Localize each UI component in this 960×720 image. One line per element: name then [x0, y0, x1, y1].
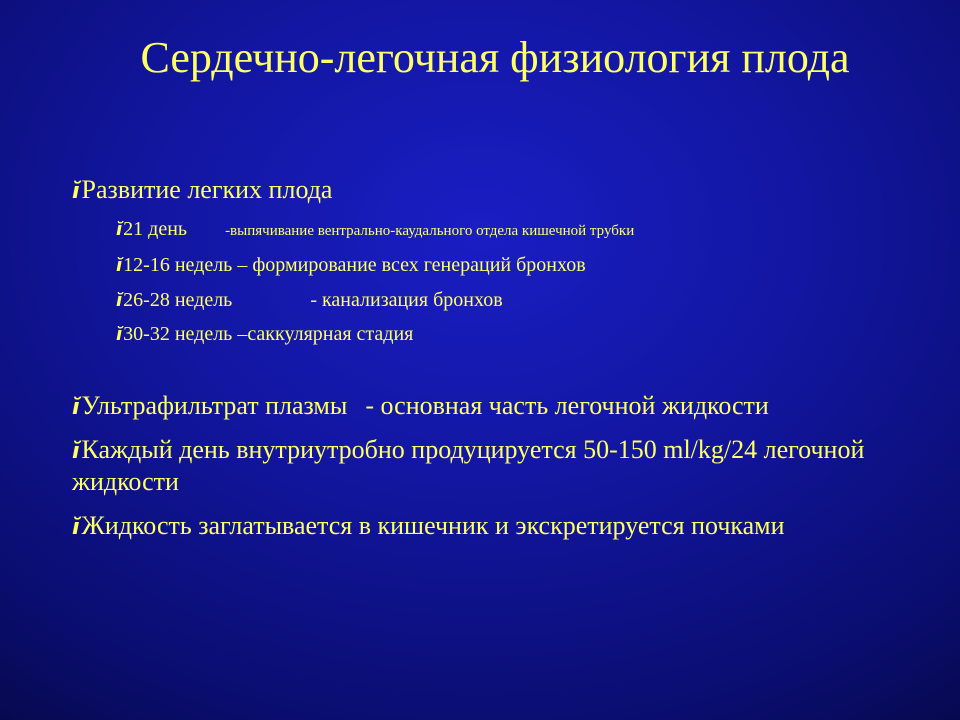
bullet-item-swallowing [72, 511, 912, 543]
bullet-item-ultrafiltrate [72, 391, 769, 423]
sub-bullet-text: - канализация бронхов [310, 289, 503, 311]
sub-bullet-term: 30-32 недель [123, 323, 233, 345]
sub-bullet-term: 26-28 недель [123, 289, 233, 311]
bullet-text: Ультрафильтрат плазмы [81, 391, 348, 420]
bullet-text: Жидкость заглатывается в кишечник и экскретируется почками [81, 511, 785, 540]
sub-bullet-item [116, 253, 586, 278]
bullet-icon: ĭ [72, 395, 80, 420]
sub-bullet-text: -выпячивание вентрально-каудального отдела кишечной трубки [225, 223, 635, 239]
bullet-icon: ĭ [72, 439, 80, 464]
sub-bullet-term: 12-16 недель [123, 254, 233, 276]
sub-bullet-term: 21 день [123, 218, 188, 240]
bullet-text: Каждый день внутриутробно продуцируется 50-150 ml/kg/24 легочной жидкости [72, 435, 865, 496]
bullet-icon: ĭ [116, 324, 123, 345]
sub-bullet-item [116, 288, 503, 313]
bullet-item-lung-development [72, 175, 332, 207]
sub-bullet-text: – формирование всех генераций бронхов [237, 254, 586, 276]
bullet-icon: ĭ [116, 255, 123, 276]
bullet-text: - основная часть легочной жидкости [365, 391, 769, 420]
bullet-icon: ĭ [116, 290, 123, 311]
sub-bullet-text: –саккулярная стадия [237, 323, 414, 345]
bullet-icon: ĭ [72, 179, 80, 204]
sub-bullet-item [116, 322, 413, 347]
bullet-item-daily-production [72, 435, 912, 497]
sub-bullet-item [116, 217, 634, 243]
bullet-icon: ĭ [72, 515, 80, 540]
slide-title: Сердечно-легочная физиология плода [140, 33, 850, 82]
bullet-text: Развитие легких плода [81, 175, 333, 204]
bullet-icon: ĭ [116, 219, 123, 240]
